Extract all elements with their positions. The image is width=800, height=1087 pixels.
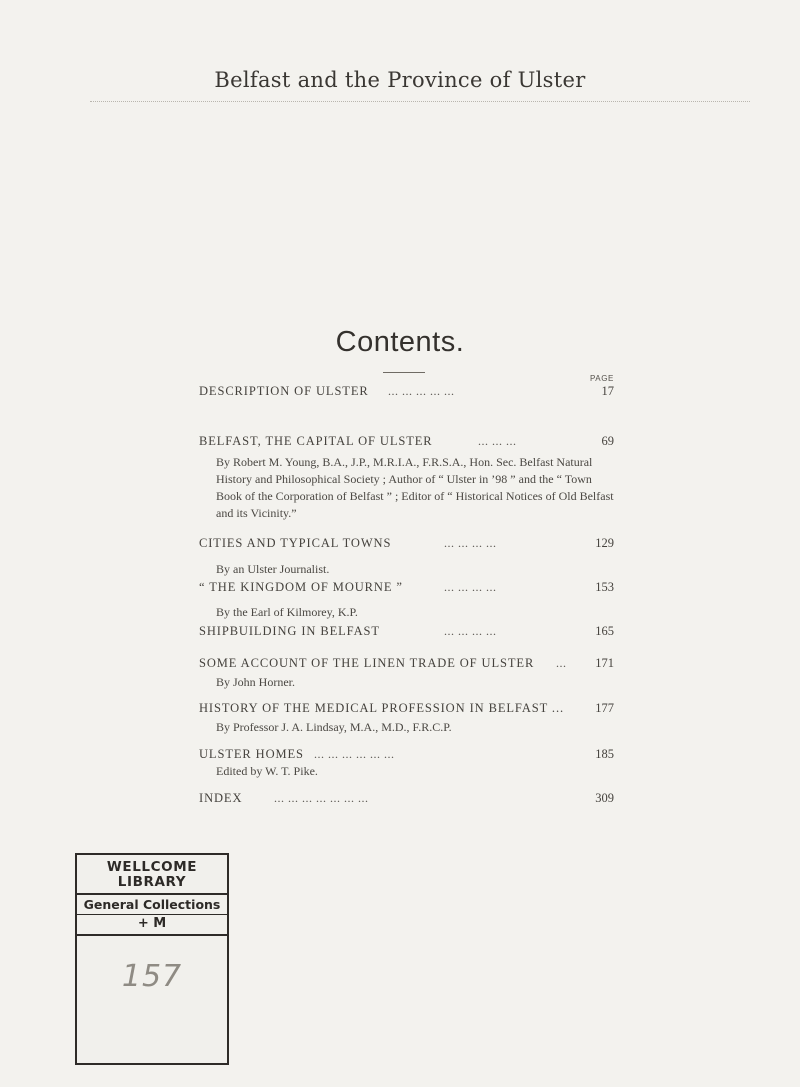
toc-entry-author: By Professor J. A. Lindsay, M.A., M.D., F.R.C.P. bbox=[216, 720, 452, 734]
toc-entry-title: HISTORY OF THE MEDICAL PROFESSION IN BELFAST ... bbox=[199, 701, 565, 715]
toc-entry-title: INDEX bbox=[199, 791, 243, 805]
toc-entry-linen-trade bbox=[0, 656, 800, 689]
toc-entry-author: By Robert M. Young, B.A., J.P., M.R.I.A., F.R.S.A., Hon. Sec. Belfast Natural History and Philosophical Society ; Author of “ Ulster in ’98 ” and the “ Town Book of the Corporation of Belfast ” ; Editor of “ Historical Notices of Old Belfast and its Vicinity.” bbox=[216, 455, 614, 520]
toc-entry-cities bbox=[0, 536, 800, 576]
toc-entry-ulster-homes bbox=[0, 747, 800, 778]
toc-entry-author: By an Ulster Journalist. bbox=[216, 562, 330, 576]
toc-entry-page: 129 bbox=[595, 536, 614, 550]
toc-entry-author: By John Horner. bbox=[216, 675, 295, 689]
leader-dots: ... ... ... ... ... bbox=[388, 384, 455, 398]
toc-entry-author: By the Earl of Kilmorey, K.P. bbox=[216, 605, 358, 619]
toc-entry-page: 69 bbox=[601, 434, 614, 448]
toc-entry-title: SHIPBUILDING IN BELFAST bbox=[199, 624, 380, 638]
toc-entry-author: Edited by W. T. Pike. bbox=[216, 764, 318, 778]
toc-entry-title: SOME ACCOUNT OF THE LINEN TRADE OF ULSTER bbox=[199, 656, 535, 670]
toc-entry-belfast bbox=[0, 434, 800, 520]
toc-entry-index bbox=[0, 791, 800, 807]
toc-entry-title: ULSTER HOMES bbox=[199, 747, 304, 761]
page-column-label: PAGE bbox=[589, 374, 614, 383]
toc-entry-page: 153 bbox=[595, 580, 614, 594]
leader-dots: ... ... ... ... ... ... ... bbox=[274, 791, 369, 805]
toc-entry-page: 165 bbox=[595, 624, 614, 638]
header-rule bbox=[90, 101, 750, 102]
toc-entry-description-of-ulster bbox=[0, 384, 800, 400]
toc-entry-medical-profession bbox=[0, 701, 800, 734]
toc-entry-page: 309 bbox=[595, 791, 614, 805]
running-head: Belfast and the Province of Ulster bbox=[214, 68, 586, 92]
stamp-library-name: WELLCOME bbox=[106, 859, 198, 875]
toc-entry-title: CITIES AND TYPICAL TOWNS bbox=[199, 536, 392, 550]
stamp-mark: + M bbox=[137, 916, 167, 931]
stamp-divider bbox=[77, 893, 227, 895]
toc-entry-title: “ THE KINGDOM OF MOURNE ” bbox=[199, 580, 403, 594]
toc-entry-page: 171 bbox=[595, 656, 614, 670]
toc-entry-title: BELFAST, THE CAPITAL OF ULSTER bbox=[199, 434, 433, 448]
stamp-divider bbox=[77, 934, 227, 936]
library-stamp bbox=[75, 853, 229, 1065]
title-rule bbox=[383, 372, 425, 373]
leader-dots: ... ... ... ... ... ... bbox=[314, 747, 395, 761]
leader-dots: ... ... ... ... bbox=[444, 580, 497, 594]
toc-entry-page: 17 bbox=[601, 384, 614, 398]
leader-dots: ... bbox=[556, 656, 567, 670]
leader-dots: ... ... ... ... bbox=[444, 624, 497, 638]
stamp-library-word: LIBRARY bbox=[117, 874, 187, 890]
stamp-handwritten-number: 157 bbox=[121, 959, 183, 994]
toc-entry-page: 185 bbox=[595, 747, 614, 761]
toc-entry-page: 177 bbox=[595, 701, 614, 715]
contents-title: Contents. bbox=[335, 326, 465, 358]
toc-entry-title: DESCRIPTION OF ULSTER bbox=[199, 384, 369, 398]
stamp-collection: General Collections bbox=[83, 897, 221, 912]
leader-dots: ... ... ... bbox=[478, 434, 517, 448]
toc-entry-shipbuilding bbox=[0, 624, 800, 640]
leader-dots: ... ... ... ... bbox=[444, 536, 497, 550]
toc-entry-kingdom-of-mourne bbox=[0, 580, 800, 619]
stamp-divider bbox=[77, 914, 227, 915]
